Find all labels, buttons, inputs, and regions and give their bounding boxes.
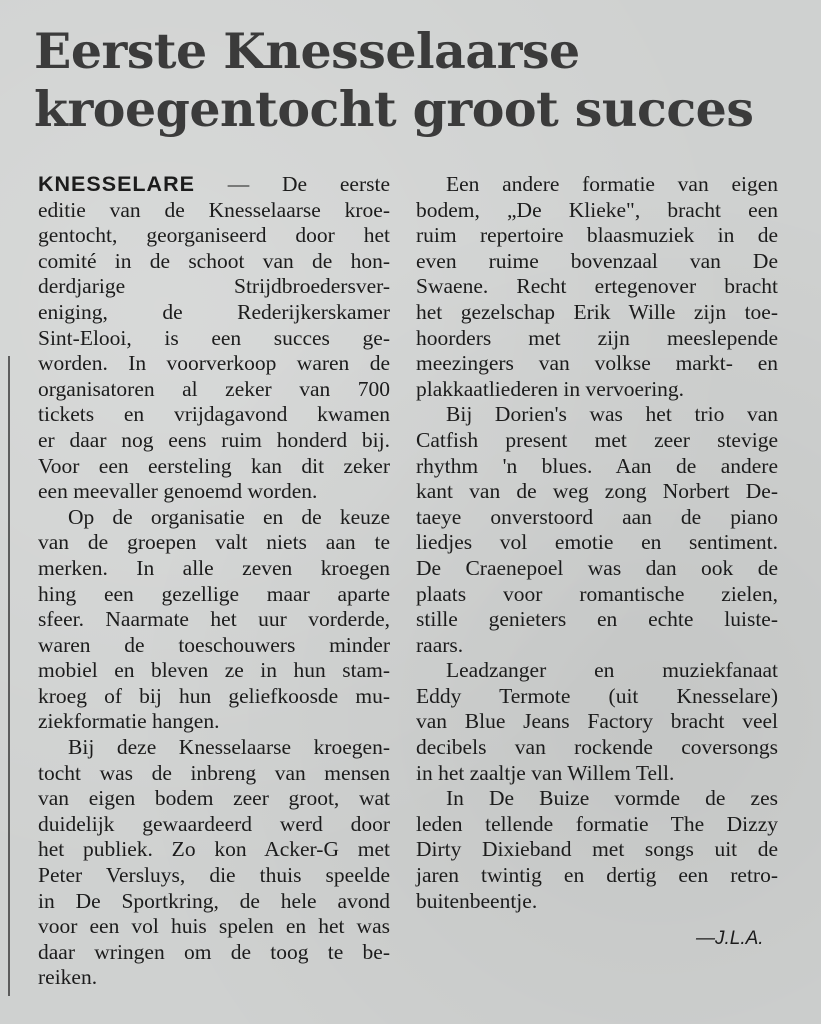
byline: —J.L.A. [696, 928, 764, 949]
text-line: duidelijk gewaardeerd werd door [38, 811, 390, 836]
text-line: gentocht, georganiseerd door het [38, 223, 390, 248]
text-line: eniging, de Rederijkerskamer [38, 299, 390, 324]
text-line: er daar nog eens ruim honderd bij. [38, 427, 390, 452]
text-line: reiken. [38, 965, 98, 990]
text-line: stille genieters en echte luiste- [416, 607, 778, 632]
text-line: Sint-Elooi, is een succes ge- [38, 325, 390, 350]
text-line: raars. [416, 632, 464, 657]
text-line: rhythm 'n blues. Aan de andere [416, 453, 778, 478]
text-line: ruim repertoire blaasmuziek in de [416, 223, 778, 248]
text-line: even ruime bovenzaal van De [416, 248, 778, 273]
left-column [38, 172, 390, 991]
text-line: hoorders met zijn meeslepende [416, 325, 778, 350]
text-line: kant van de weg zong Norbert De- [416, 479, 778, 504]
headline [34, 22, 794, 138]
text-line: hing een gezellige maar aparte [38, 581, 390, 606]
text-line: mobiel en bleven ze in hun stam- [38, 658, 390, 683]
text-line: Voor een eersteling kan dit zeker [38, 453, 390, 478]
text-line: merken. In alle zeven kroegen [38, 555, 390, 580]
text-line: leden tellende formatie The Dizzy [416, 811, 778, 836]
text-line: editie van de Knesselaarse kroe- [38, 197, 390, 222]
text-line: Dirty Dixieband met songs uit de [416, 837, 778, 862]
text-line [38, 172, 390, 198]
headline-line-1: Eerste Knesselaarse [34, 22, 580, 80]
text-line: ziekformatie hangen. [38, 709, 220, 734]
text-line: het gezelschap Erik Wille zijn toe- [416, 299, 778, 324]
text-line: worden. In voorverkoop waren de [38, 351, 390, 376]
text-line: derdjarige Strijdbroedersver- [38, 274, 390, 299]
text-line: van Blue Jeans Factory bracht veel [416, 709, 778, 734]
text-line: voor een vol huis spelen en het was [38, 914, 390, 939]
text-line: in het zaaltje van Willem Tell. [416, 760, 675, 785]
dateline: KNESSELARE [38, 172, 195, 196]
text-line: tocht was de inbreng van mensen [38, 760, 390, 785]
text-line: taeye onverstoord aan de piano [416, 504, 778, 529]
headline-line-2: kroegentocht groot succes [34, 80, 754, 138]
text-line: in De Sportkring, de hele avond [38, 888, 390, 913]
margin-rule [8, 356, 10, 996]
right-column [416, 172, 778, 914]
text-line: In De Buize vormde de zes [446, 786, 778, 811]
text-line: decibels van rockende coversongs [416, 735, 778, 760]
text-line-rest: — De eerste [194, 172, 390, 196]
text-line: buitenbeentje. [416, 888, 538, 913]
text-line: jaren twintig en dertig een retro- [416, 863, 778, 888]
text-line: Eddy Termote (uit Knesselare) [416, 683, 778, 708]
text-line: De Craenepoel was dan ook de [416, 555, 778, 580]
text-line: bodem, „De Klieke", bracht een [416, 197, 778, 222]
text-line: plaats voor romantische zielen, [416, 581, 778, 606]
text-line: Peter Versluys, die thuis speelde [38, 863, 390, 888]
text-line: daar wringen om de toog te be- [38, 939, 390, 964]
text-line: waren de toeschouwers minder [38, 632, 390, 657]
text-line: Bij Dorien's was het trio van [446, 402, 778, 427]
text-line: Bij deze Knesselaarse kroegen- [68, 735, 390, 760]
text-line: van de groepen valt niets aan te [38, 530, 390, 555]
text-line: kroeg of bij hun geliefkoosde mu- [38, 683, 390, 708]
text-line: tickets en vrijdagavond kwamen [38, 402, 390, 427]
text-line: Swaene. Recht ertegenover bracht [416, 274, 778, 299]
text-line: Catfish present met zeer stevige [416, 427, 778, 452]
text-line: comité in de schoot van de hon- [38, 248, 390, 273]
text-line: plakkaatliederen in vervoering. [416, 376, 685, 401]
text-line: meezingers van volkse markt- en [416, 351, 778, 376]
text-line: liedjes vol emotie en sentiment. [416, 530, 778, 555]
text-line: het publiek. Zo kon Acker-G met [38, 837, 390, 862]
text-line: van eigen bodem zeer groot, wat [38, 786, 390, 811]
text-line: Een andere formatie van eigen [446, 172, 778, 196]
text-line: organisatoren al zeker van 700 [38, 376, 390, 401]
text-line: een meevaller genoemd worden. [38, 479, 318, 504]
text-line: sfeer. Naarmate het uur vorderde, [38, 607, 390, 632]
text-line: Leadzanger en muziekfanaat [446, 658, 778, 683]
text-line: Op de organisatie en de keuze [68, 504, 390, 529]
